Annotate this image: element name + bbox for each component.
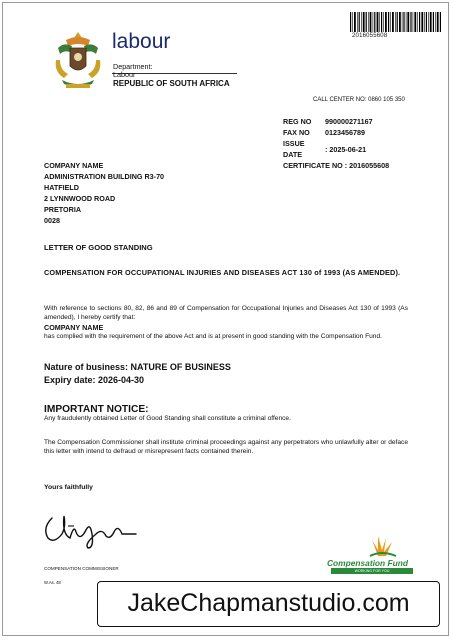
recipient-address [44,160,164,226]
certification-intro: With reference to sections 80, 82, 86 and 89 of Compensation for Occupational Injuries and Diseases Act 130 of 1993 (As amended), I hereby certify that: [44,305,408,322]
address-line: HATFIELD [44,183,79,192]
reference-label: FAX NO [283,128,310,137]
handwritten-signature [40,504,150,550]
nature-of-business: Nature of business: NATURE OF BUSINESS [44,362,231,372]
notice-prosecution-warning: The Compensation Commissioner shall institute criminal proceedings against any perpetrators who unlawfully alter or deface this letter with intend to defraud or misrepresent facts contained therein. [44,439,408,456]
compliance-statement: has complied with the requirement of the above Act and is at present in good standing with the Compensation Fund. [44,333,382,341]
compensation-fund-tagline: WORKING FOR YOU [331,568,413,574]
reference-row [283,160,389,171]
compensation-fund-name: Compensation Fund [327,558,408,568]
reference-value: 990000271167 [325,117,373,126]
address-line: COMPANY NAME [44,161,104,170]
reference-value: 0123456789 [325,128,365,137]
call-centre-number: CALL CENTER NO: 0860 105 350 [313,97,405,103]
reference-row [283,116,389,127]
address-line: 0028 [44,216,60,225]
department-line: Labour [113,70,136,80]
closing-salutation: Yours faithfully [44,484,93,491]
act-title: COMPENSATION FOR OCCUPATIONAL INJURIES AND DISEASES ACT 130 of 1993 (AS AMENDED). [44,268,401,277]
department-line: Department: [113,62,153,71]
reference-label: CERTIFICATE NO : [283,161,348,170]
watermark-banner: JakeChapmanstudio.com [97,581,440,627]
department-logo-text: labour [112,30,171,53]
barcode-number: 2016055608 [352,33,388,39]
reference-label: ISSUE DATE [283,139,305,159]
certificate-line [283,160,389,171]
reference-label: REG NO [283,117,312,126]
address-line: 2 LYNNWOOD ROAD [44,194,116,203]
form-code: W.As. 48 [44,580,61,585]
expiry-date: Expiry date: 2026-04-30 [44,375,145,385]
reference-value: 2016055608 [349,161,390,170]
address-line: PRETORIA [44,205,82,214]
certified-company-name: COMPANY NAME [44,322,104,332]
reference-row [283,138,389,160]
barcode [350,12,442,32]
certification-body [44,304,408,342]
coat-of-arms-icon [52,30,104,92]
reference-row [283,127,389,138]
notice-fraud-warning: Any fraudulently obtained Letter of Good Standing shall constitute a criminal offence. [44,415,291,422]
reference-details [283,116,389,171]
notice-heading: IMPORTANT NOTICE: [44,404,149,415]
business-details [44,361,231,387]
letter-title: LETTER OF GOOD STANDING [44,243,153,252]
country-line: REPUBLIC OF SOUTH AFRICA [113,78,230,88]
address-line: ADMINISTRATION BUILDING R3-70 [44,172,165,181]
department-name-block [113,63,230,88]
signatory-role: COMPENSATION COMMISSIONER [44,566,119,571]
reference-value: : 2025-06-21 [325,144,367,154]
